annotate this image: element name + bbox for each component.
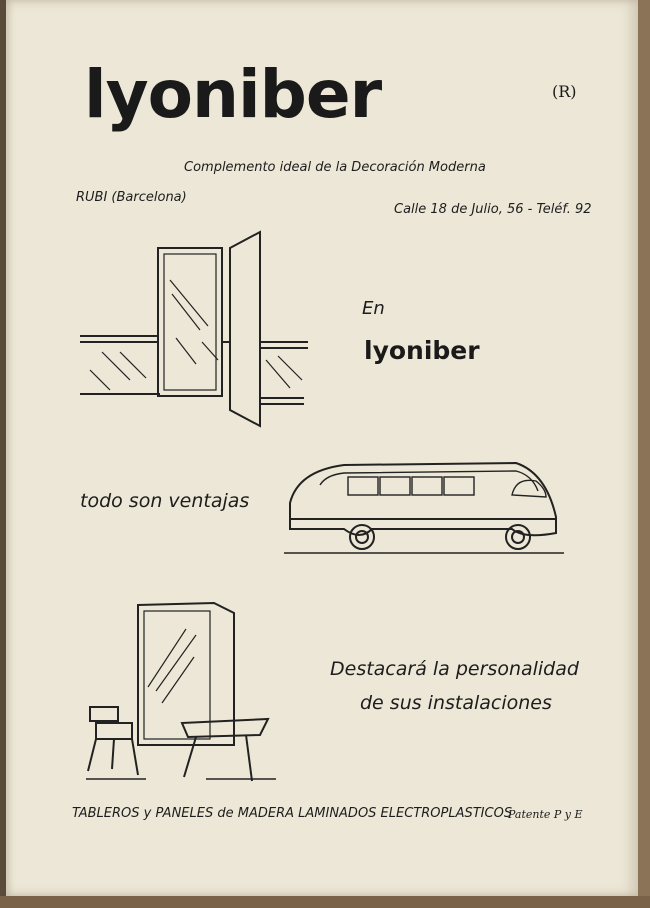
en-label: En [362,298,385,319]
furniture-illustration [86,595,286,785]
door-illustration [80,230,310,430]
address: Calle 18 de Julio, 56 - Teléf. 92 [394,202,592,217]
patent-mark: Patente P y E [508,808,583,821]
highlight-line-2: de sus instalaciones [360,692,552,714]
brand-inline: lyoniber [364,336,480,365]
registered-mark: (R) [552,82,577,101]
tagline: Complemento ideal de la Decoración Moderna [184,160,486,175]
page-bottom-edge [0,896,650,908]
highlight-line-1: Destacará la personalidad [330,658,579,680]
location: RUBI (Barcelona) [76,190,187,205]
bus-illustration [284,455,564,555]
page-edge [638,0,650,908]
footer-products: TABLEROS y PANELES de MADERA LAMINADOS ELECTROPLASTICOS [72,806,513,821]
brand-logo: lyoniber [84,56,382,133]
slogan: todo son ventajas [80,490,250,512]
